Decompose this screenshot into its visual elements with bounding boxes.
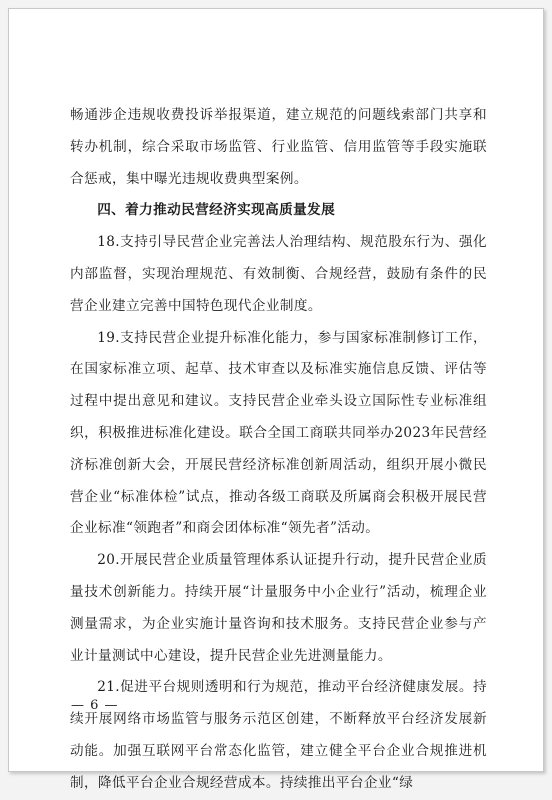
document-body [70, 100, 487, 800]
paragraph-19: 19.支持民营企业提升标准化能力，参与国家标准制修订工作，在国家标准立项、起草、技术审查以及标准实施信息反馈、评估等过程中提出意见和建议。支持民营企业牵头设立国际性专业标准组织，积极推进标准化建设。联合全国工商联共同举办2023年民营经济标准创新大会，开展民营经济标准创新周活动，组织开展小微民营企业“标准体检”试点，推动各级工商联及所属商会积极开展民营企业标准“领跑者”和商会团体标准“领先者”活动。 [70, 329, 487, 537]
paragraph-21: 21.促进平台规则透明和行为规范，推动平台经济健康发展。持续开展网络市场监管与服务示范区创建，不断释放平台经济发展新动能。加强互联网平台常态化监管，建立健全平台企业合规推进机制，降低平台企业合规经营成本。持续推出平台企业“绿 [70, 679, 487, 791]
paragraph-20: 20.开展民营企业质量管理体系认证提升行动，提升民营企业质量技术创新能力。持续开展“计量服务中小企业行”活动，梳理企业测量需求，为企业实施计量咨询和技术服务。支持民营企业参与产业计量测试中心建设，提升民营企业先进测量能力。 [70, 552, 487, 664]
paragraph-fee-complaint: 畅通涉企违规收费投诉举报渠道，建立规范的问题线索部门共享和转办机制，综合采取市场监管、行业监管、信用监管等手段实施联合惩戒，集中曝光违规收费典型案例。 [70, 107, 487, 187]
section-heading: 四、着力推动民营经济实现高质量发展 [97, 202, 336, 219]
document-page [8, 8, 544, 791]
page-number: — 6 — [71, 698, 119, 713]
paragraph-18: 18.支持引导民营企业完善法人治理结构、规范股东行为、强化内部监督，实现治理规范、有效制衡、合规经营，鼓励有条件的民营企业建立完善中国特色现代企业制度。 [70, 234, 487, 314]
